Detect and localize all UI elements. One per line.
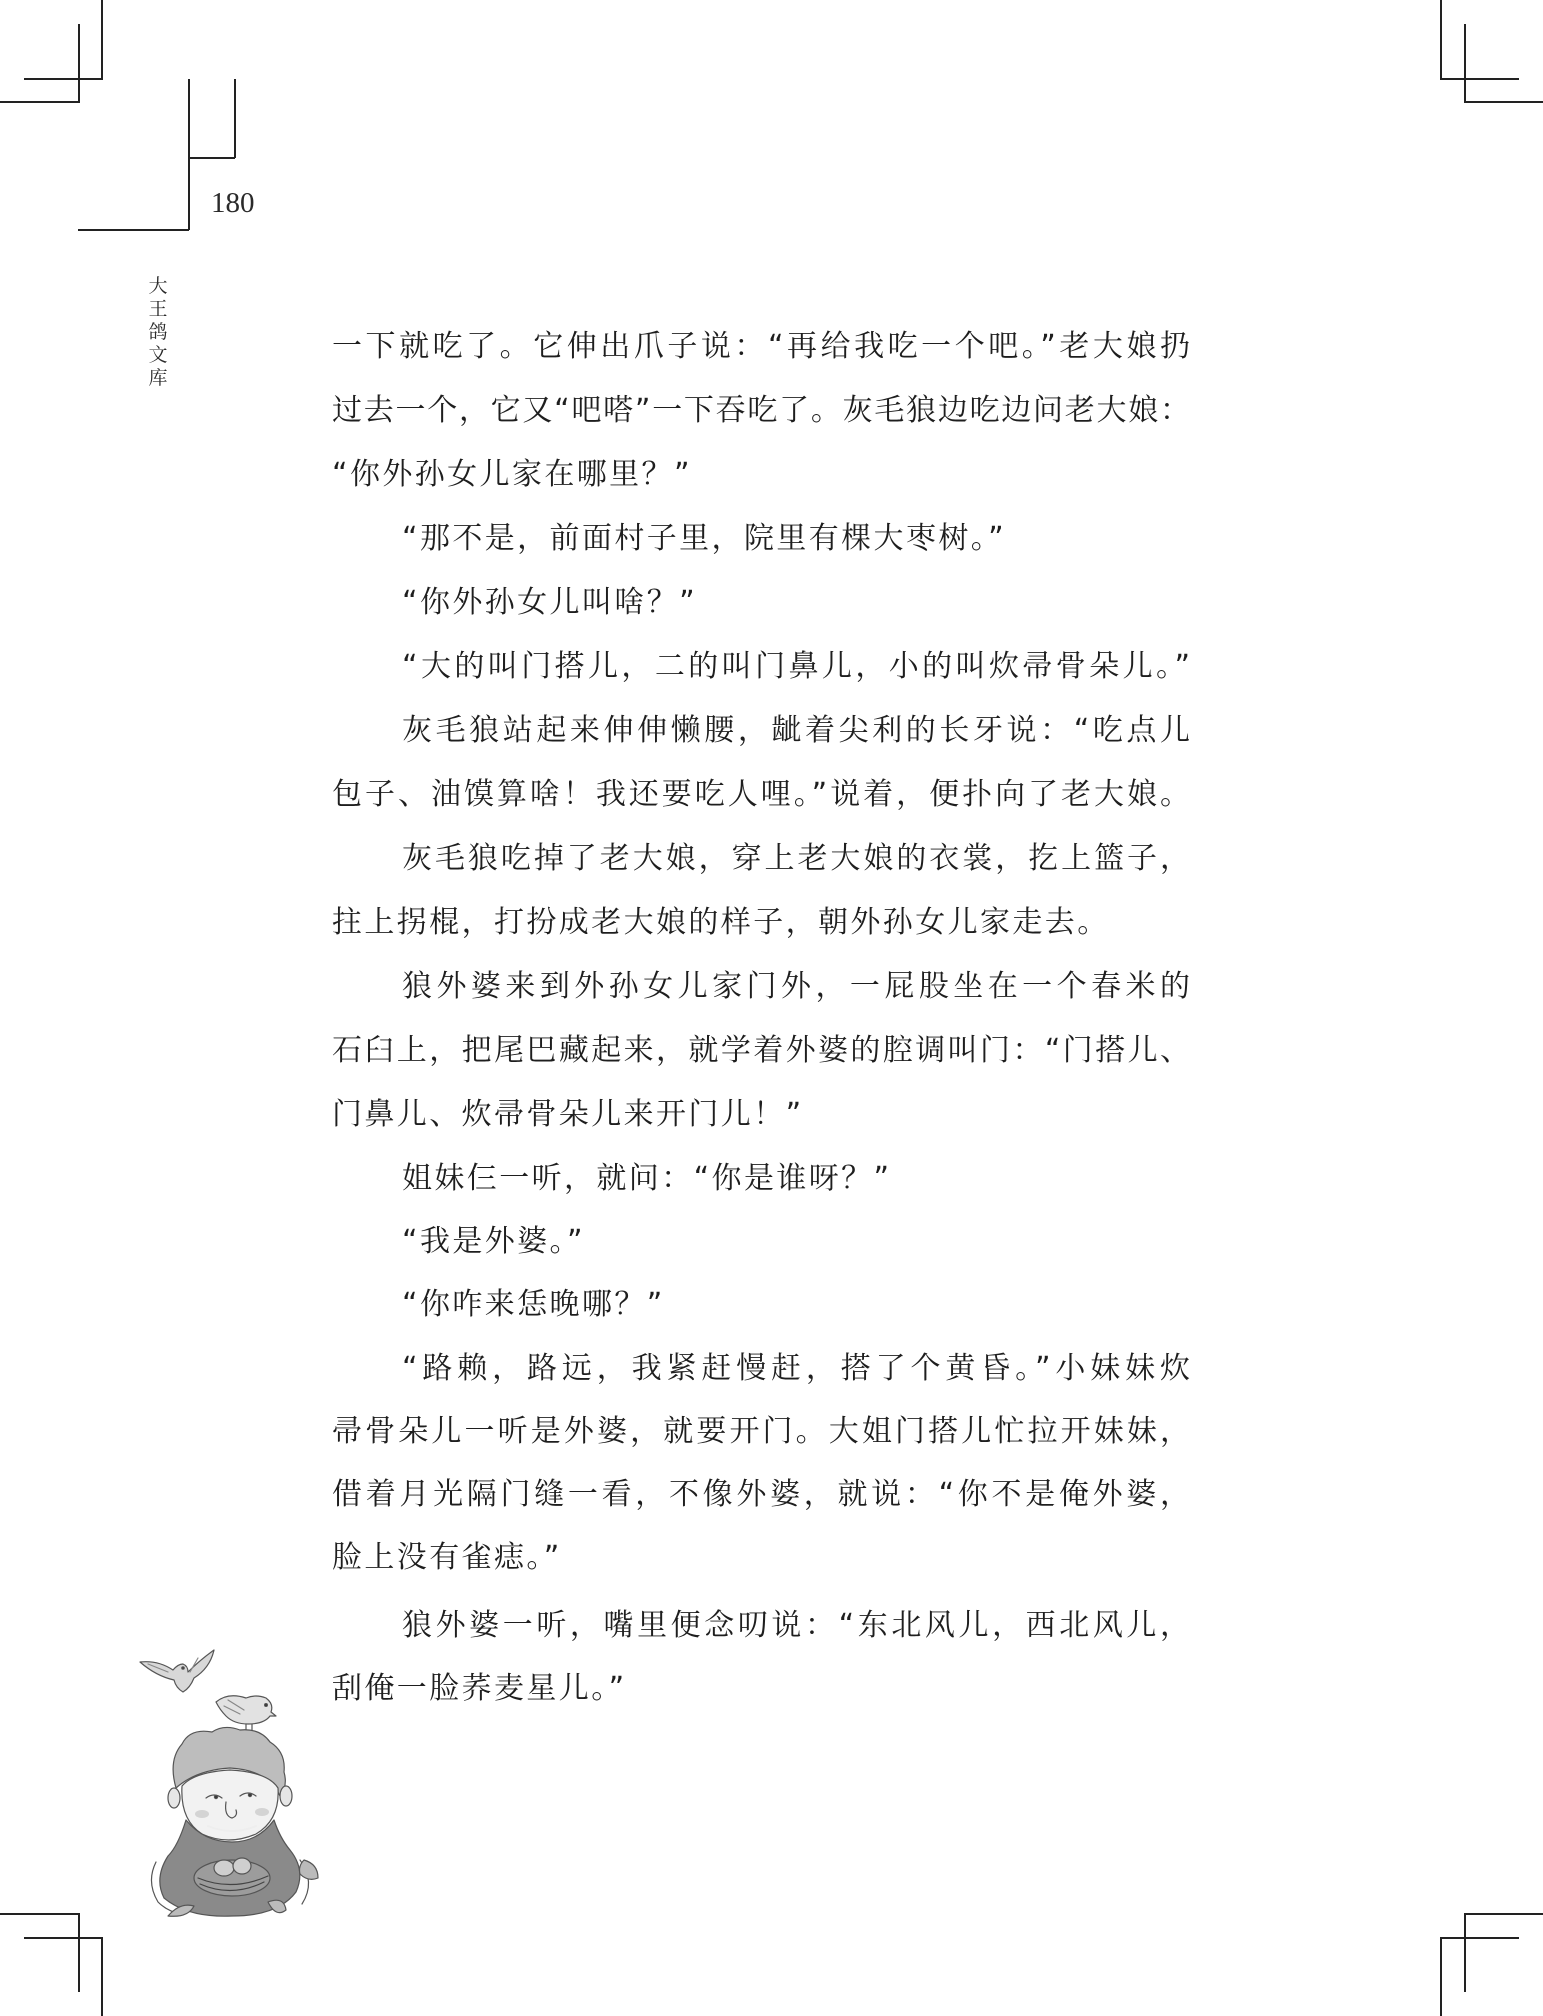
page-number: 180 — [211, 187, 255, 219]
text-line: 石臼上，把尾巴藏起来，就学着外婆的腔调叫门：“门搭儿、 — [332, 1033, 1190, 1068]
text-line: “大的叫门搭儿，二的叫门鼻儿，小的叫炊帚骨朵儿。” — [402, 649, 1190, 684]
text-line: “你外孙女儿家在哪里？” — [332, 457, 692, 492]
crop-mark-line — [1464, 1913, 1543, 1915]
crop-mark-line — [24, 78, 103, 80]
folio-frame-line — [78, 229, 189, 231]
crop-mark-line — [1464, 101, 1543, 103]
text-line: 灰毛狼站起来伸伸懒腰，龇着尖利的长牙说：“吃点儿 — [402, 713, 1190, 748]
text-line: 狼外婆一听，嘴里便念叨说：“东北风儿，西北风儿， — [402, 1608, 1190, 1643]
text-line: 脸上没有雀痣。” — [332, 1540, 562, 1575]
text-line: 包子、油馍算啥！我还要吃人哩。”说着，便扑向了老大娘。 — [332, 777, 1190, 812]
crop-mark-line — [101, 1937, 103, 2016]
crop-mark-line — [78, 24, 80, 103]
text-line: “路赖，路远，我紧赶慢赶，搭了个黄昏。”小妹妹炊 — [402, 1351, 1190, 1386]
bearded-man-with-birds-illustration — [128, 1620, 343, 1920]
crop-mark-line — [1464, 1913, 1466, 1992]
crop-mark-line — [0, 1913, 79, 1915]
folio-frame-line — [188, 157, 235, 159]
crop-mark-line — [1440, 1937, 1519, 1939]
series-title-vertical: 大王鸽文库 — [148, 275, 168, 389]
text-line: “那不是，前面村子里，院里有棵大枣树。” — [402, 521, 1007, 556]
crop-mark-line — [1464, 24, 1466, 103]
text-line: 帚骨朵儿一听是外婆，就要开门。大姐门搭儿忙拉开妹妹， — [332, 1414, 1190, 1449]
text-line: 狼外婆来到外孙女儿家门外，一屁股坐在一个春米的 — [402, 969, 1190, 1004]
text-line: “你咋来恁晚哪？” — [402, 1287, 665, 1322]
text-line: “我是外婆。” — [402, 1224, 585, 1259]
crop-mark-line — [78, 1913, 80, 1992]
crop-mark-line — [1440, 0, 1442, 78]
text-line: 刮俺一脸荞麦星儿。” — [332, 1671, 627, 1706]
crop-mark-line — [0, 101, 79, 103]
flying-bird-icon — [140, 1650, 214, 1692]
crop-mark-line — [101, 0, 103, 78]
crop-mark-line — [1440, 78, 1519, 80]
text-line: 姐妹仨一听，就问：“你是谁呀？” — [402, 1161, 892, 1196]
crop-mark-line — [24, 1937, 103, 1939]
folio-frame-line — [188, 79, 190, 230]
text-line: 一下就吃了。它伸出爪子说：“再给我吃一个吧。”老大娘扔 — [332, 329, 1190, 364]
text-line: “你外孙女儿叫啥？” — [402, 585, 698, 620]
text-line: 借着月光隔门缝一看，不像外婆，就说：“你不是俺外婆， — [332, 1477, 1190, 1512]
crop-mark-line — [1440, 1937, 1442, 2016]
folio-frame-line — [234, 79, 236, 158]
text-line: 门鼻儿、炊帚骨朵儿来开门儿！” — [332, 1097, 804, 1132]
text-line: 过去一个，它又“吧嗒”一下吞吃了。灰毛狼边吃边问老大娘： — [332, 393, 1190, 428]
text-line: 拄上拐棍，打扮成老大娘的样子，朝外孙女儿家走去。 — [332, 905, 1110, 940]
text-line: 灰毛狼吃掉了老大娘，穿上老大娘的衣裳，扢上篮子， — [402, 841, 1190, 876]
